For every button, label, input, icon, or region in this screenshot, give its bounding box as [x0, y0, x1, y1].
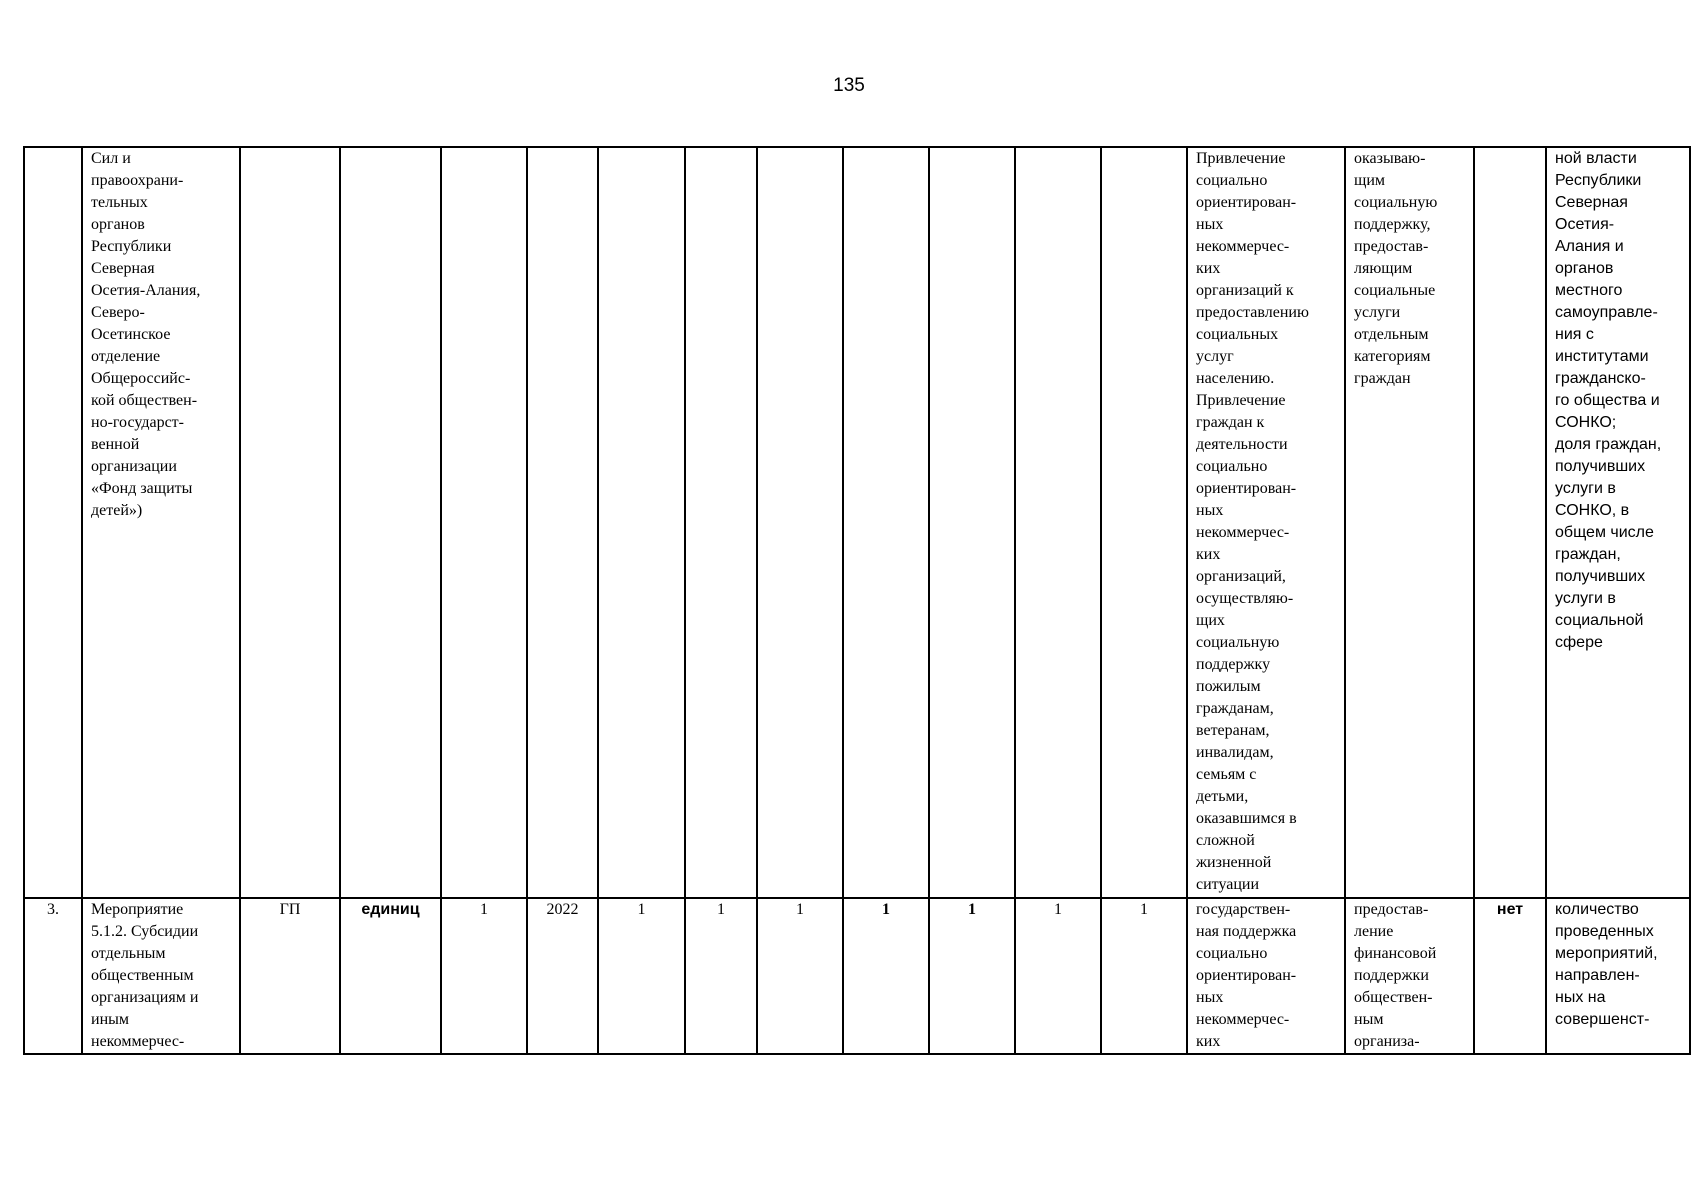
cell-base-value [441, 147, 527, 898]
cell-base-year [527, 147, 598, 898]
cell-type [240, 147, 340, 898]
cell-activity: предостав- ление финансовой поддержки обществен- ным организа- [1345, 898, 1474, 1054]
cell-value-2025: 1 [843, 898, 929, 1054]
cell-activity: оказываю- щим социальную поддержку, предостав- ляющим социальные услуги отдельным категориям граждан [1345, 147, 1474, 898]
cell-indicator: количество проведенных мероприятий, направлен- ных на совершенст- [1546, 898, 1690, 1054]
cell-event: Мероприятие 5.1.2. Субсидии отдельным общественным организациям и иным некоммерчес- [82, 898, 240, 1054]
cell-value-2025 [843, 147, 929, 898]
cell-base-year: 2022 [527, 898, 598, 1054]
cell-value-2028: 1 [1101, 898, 1187, 1054]
cell-value-2028 [1101, 147, 1187, 898]
cell-value-2024 [757, 147, 843, 898]
cell-event: Сил и правоохрани- тельных органов Республики Северная Осетия-Алания, Северо- Осетинское отделение Общероссийс- кой обществен- но-государст- венной организации «Фонд защиты детей») [82, 147, 240, 898]
table-row [24, 147, 1690, 898]
cell-value-2027: 1 [1015, 898, 1101, 1054]
cell-number [24, 147, 82, 898]
cell-value-2027 [1015, 147, 1101, 898]
cell-result: государствен- ная поддержка социально ориентирован- ных некоммерчес- ких [1187, 898, 1345, 1054]
cell-indicator: ной власти Республики Северная Осетия- Алания и органов местного самоуправле- ния с институтами гражданско- го общества и СОНКО; доля граждан, получивших услуги в СОНКО, в общем числе граждан, получивших услуги в социальной сфере [1546, 147, 1690, 898]
cell-result: Привлечение социально ориентирован- ных некоммерчес- ких организаций к предоставлению социальных услуг населению. Привлечение граждан к деятельности социально ориентирован- ных некоммерчес- ких организаций, осуществляю- щих социальную поддержку пожилым гражданам, ветеранам, инвалидам, семьям с детьми, оказавшимся в сложной жизненной ситуации [1187, 147, 1345, 898]
cell-value-2026 [929, 147, 1015, 898]
cell-base-value: 1 [441, 898, 527, 1054]
cell-flag [1474, 147, 1546, 898]
cell-flag: нет [1474, 898, 1546, 1054]
cell-value-2023 [685, 147, 757, 898]
table-row [24, 898, 1690, 1054]
cell-value-2026: 1 [929, 898, 1015, 1054]
program-table [23, 146, 1691, 1055]
cell-unit: единиц [340, 898, 441, 1054]
cell-unit [340, 147, 441, 898]
cell-value-2024: 1 [757, 898, 843, 1054]
cell-type: ГП [240, 898, 340, 1054]
cell-value-2023: 1 [685, 898, 757, 1054]
cell-value-2022 [598, 147, 685, 898]
page-number: 135 [833, 75, 865, 96]
cell-number: 3. [24, 898, 82, 1054]
cell-value-2022: 1 [598, 898, 685, 1054]
